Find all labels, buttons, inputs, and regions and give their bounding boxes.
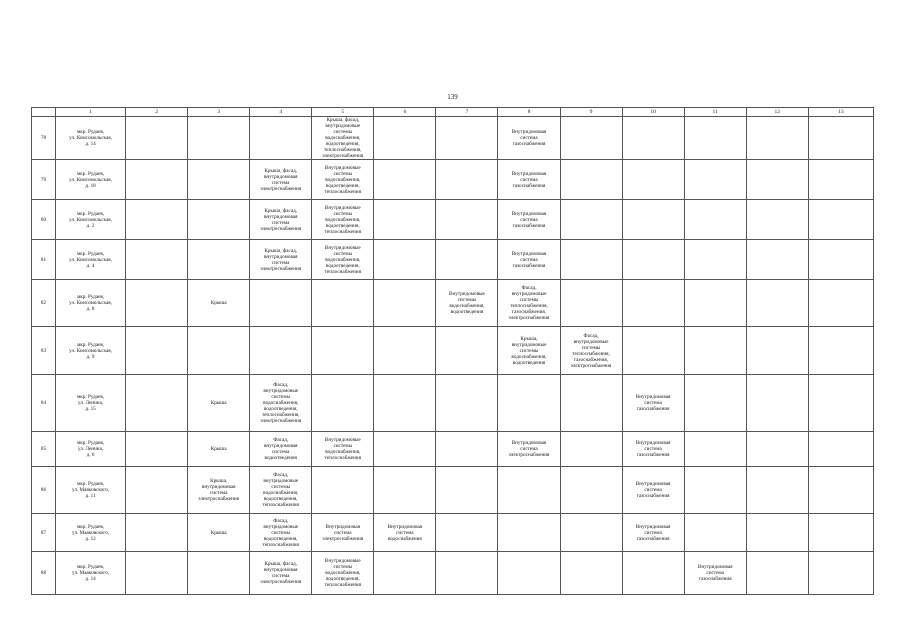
work-cell <box>374 160 436 200</box>
work-cell <box>746 160 808 200</box>
header-cell-11: 11 <box>684 108 746 117</box>
work-cell <box>808 467 873 514</box>
address-cell: мкр. Рудаев, ул. Ленина, д. 15 <box>56 375 126 432</box>
work-cell <box>188 327 250 375</box>
work-cell <box>188 552 250 595</box>
work-cell <box>560 280 622 327</box>
table-body <box>32 117 874 595</box>
work-cell <box>436 117 498 160</box>
work-cell <box>560 432 622 467</box>
work-cell: Крыша, фасад, внутридомовая система электроснабжения <box>250 160 312 200</box>
address-cell: мкр. Рудаев, ул. Комсомольская, д. 4 <box>56 240 126 280</box>
header-cell-3: 3 <box>188 108 250 117</box>
work-cell <box>622 552 684 595</box>
work-cell <box>746 552 808 595</box>
work-cell: Фасад, внутридомовые системы теплоснабжения, газоснабжения, электроснабжения <box>498 280 560 327</box>
work-cell <box>684 280 746 327</box>
work-cell <box>250 327 312 375</box>
work-cell: Внутридомовая система газоснабжения <box>622 514 684 552</box>
work-cell: Внутридомовая система газоснабжения <box>498 240 560 280</box>
table-row <box>32 514 874 552</box>
address-cell: мкр. Рудаев, ул. Комсомольская, д. 2 <box>56 200 126 240</box>
work-cell: Фасад, внутридомовые системы водоотведения, теплоснабжения <box>250 514 312 552</box>
address-cell: мкр. Рудаев, ул. Маяковского, д. 11 <box>56 467 126 514</box>
work-cell <box>684 375 746 432</box>
work-cell <box>312 375 374 432</box>
address-cell: мкр. Рудаев, ул. Маяковского, д. 14 <box>56 552 126 595</box>
work-cell <box>746 514 808 552</box>
header-cell-4: 4 <box>250 108 312 117</box>
work-cell <box>560 467 622 514</box>
work-cell <box>436 552 498 595</box>
work-cell <box>808 240 873 280</box>
work-cell <box>498 467 560 514</box>
work-cell <box>126 375 188 432</box>
table-row <box>32 467 874 514</box>
work-cell <box>560 117 622 160</box>
page-number: 139 <box>447 93 458 101</box>
work-cell: Крыша, внутридомовая система электроснабжения <box>188 467 250 514</box>
work-cell <box>808 432 873 467</box>
work-cell <box>622 200 684 240</box>
work-cell <box>622 240 684 280</box>
work-cell <box>746 432 808 467</box>
work-cell <box>126 200 188 240</box>
work-cell <box>622 280 684 327</box>
work-cell: Внутридомовые системы водоснабжения, теплоснабжения <box>312 432 374 467</box>
work-cell <box>684 117 746 160</box>
work-cell: Крыша <box>188 432 250 467</box>
work-cell <box>188 160 250 200</box>
header-cell-7: 7 <box>436 108 498 117</box>
work-cell <box>684 200 746 240</box>
work-cell <box>250 280 312 327</box>
work-cell <box>312 467 374 514</box>
table-row <box>32 200 874 240</box>
work-cell <box>374 432 436 467</box>
work-cell <box>746 280 808 327</box>
address-cell: мкр. Рудаев, ул. Комсомольская, д. 18 <box>56 160 126 200</box>
work-cell <box>498 552 560 595</box>
address-cell: мкр. Рудаев, ул. Ленина, д. 6 <box>56 432 126 467</box>
work-cell <box>436 327 498 375</box>
work-cell <box>746 117 808 160</box>
work-cell: Внутридомовые системы водоснабжения, водоотведения <box>436 280 498 327</box>
work-cell: Внутридомовая система газоснабжения <box>622 375 684 432</box>
work-cell <box>746 240 808 280</box>
header-cell-8: 8 <box>498 108 560 117</box>
address-cell: мкр. Рудаев, ул. Комсомольская, д. 14 <box>56 117 126 160</box>
work-cell: Крыша, фасад, внутридомовые системы водоснабжения, водоотведения, теплоснабжения, электроснабжения <box>312 117 374 160</box>
work-cell <box>436 467 498 514</box>
row-number-cell: 78 <box>32 117 56 160</box>
work-cell: Внутридомовые системы водоснабжения, водоотведения, теплоснабжения <box>312 160 374 200</box>
work-cell <box>126 514 188 552</box>
work-cell <box>684 514 746 552</box>
work-cell: Крыша, фасад, внутридомовая система электроснабжения <box>250 552 312 595</box>
work-cell <box>498 514 560 552</box>
work-cell: Крыша <box>188 280 250 327</box>
header-row <box>32 108 874 117</box>
header-cell-10: 10 <box>622 108 684 117</box>
work-cell: Внутридомовые системы водоснабжения, водоотведения, теплоснабжения <box>312 552 374 595</box>
row-number-cell: 79 <box>32 160 56 200</box>
work-cell <box>126 117 188 160</box>
work-cell: Внутридомовые системы водоснабжения, водоотведения, теплоснабжения <box>312 240 374 280</box>
work-cell: Внутридомовая система газоснабжения <box>498 200 560 240</box>
header-cell-5: 5 <box>312 108 374 117</box>
header-cell-9: 9 <box>560 108 622 117</box>
work-cell: Внутридомовая система электроснабжения <box>312 514 374 552</box>
work-cell: Фасад, внутридомовая система водоотведения <box>250 432 312 467</box>
work-cell: Внутридомовая система водоснабжения <box>374 514 436 552</box>
work-cell <box>684 160 746 200</box>
header-cell-1: 1 <box>56 108 126 117</box>
work-cell <box>746 467 808 514</box>
work-cell <box>622 327 684 375</box>
row-number-cell: 83 <box>32 327 56 375</box>
work-cell <box>126 467 188 514</box>
work-cell <box>126 327 188 375</box>
work-cell: Внутридомовая система газоснабжения <box>622 432 684 467</box>
work-cell: Крыша, внутридомовые системы водоснабжения, водоотведения <box>498 327 560 375</box>
table-row <box>32 327 874 375</box>
work-cell <box>436 160 498 200</box>
work-cell <box>808 375 873 432</box>
work-cell: Внутридомовые системы водоснабжения, водоотведения, теплоснабжения <box>312 200 374 240</box>
work-cell: Фасад, внутридомовые системы теплоснабжения, газоснабжения, электроснабжения <box>560 327 622 375</box>
work-cell <box>560 375 622 432</box>
work-cell: Крыша <box>188 514 250 552</box>
work-cell <box>808 514 873 552</box>
work-cell <box>560 200 622 240</box>
work-cell <box>436 432 498 467</box>
work-cell <box>436 240 498 280</box>
work-cell: Фасад, внутридомовые системы водоснабжения, водоотведения, теплоснабжения <box>250 467 312 514</box>
work-cell <box>312 280 374 327</box>
header-cell-blank <box>32 108 56 117</box>
work-cell <box>808 327 873 375</box>
work-cell <box>808 160 873 200</box>
work-cell <box>808 117 873 160</box>
address-cell: мкр. Рудаев, ул. Комсомольская, д. 9 <box>56 327 126 375</box>
row-number-cell: 80 <box>32 200 56 240</box>
table-row <box>32 375 874 432</box>
work-cell <box>374 117 436 160</box>
work-cell <box>126 160 188 200</box>
work-cell <box>126 552 188 595</box>
work-cell <box>684 327 746 375</box>
table-row <box>32 240 874 280</box>
work-cell <box>374 552 436 595</box>
work-cell <box>808 280 873 327</box>
table-row <box>32 432 874 467</box>
row-number-cell: 84 <box>32 375 56 432</box>
work-cell <box>374 240 436 280</box>
table-row <box>32 117 874 160</box>
table-row <box>32 160 874 200</box>
work-cell <box>436 514 498 552</box>
work-cell: Внутридомовая система газоснабжения <box>498 117 560 160</box>
work-cell <box>746 200 808 240</box>
work-cell <box>436 375 498 432</box>
row-number-cell: 86 <box>32 467 56 514</box>
work-cell <box>808 200 873 240</box>
work-cell <box>374 327 436 375</box>
work-cell <box>622 117 684 160</box>
work-cell <box>560 514 622 552</box>
work-cell <box>374 375 436 432</box>
work-cell <box>374 200 436 240</box>
work-cell <box>560 552 622 595</box>
header-cell-2: 2 <box>126 108 188 117</box>
work-cell: Внутридомовая система газоснабжения <box>622 467 684 514</box>
work-cell <box>684 432 746 467</box>
row-number-cell: 82 <box>32 280 56 327</box>
row-number-cell: 88 <box>32 552 56 595</box>
work-cell <box>746 375 808 432</box>
work-cell <box>126 240 188 280</box>
work-cell <box>684 467 746 514</box>
header-cell-13: 13 <box>808 108 873 117</box>
work-cell <box>374 467 436 514</box>
work-cell <box>560 160 622 200</box>
work-cell <box>188 200 250 240</box>
address-cell: мкр. Рудаев, ул. Маяковского, д. 12 <box>56 514 126 552</box>
repair-schedule-table <box>31 107 874 595</box>
header-cell-6: 6 <box>374 108 436 117</box>
row-number-cell: 85 <box>32 432 56 467</box>
work-cell <box>808 552 873 595</box>
header-cell-12: 12 <box>746 108 808 117</box>
work-cell <box>746 327 808 375</box>
work-cell <box>436 200 498 240</box>
work-cell: Крыша, фасад, внутридомовая система электроснабжения <box>250 240 312 280</box>
work-cell: Внутридомовая система газоснабжения <box>498 160 560 200</box>
row-number-cell: 87 <box>32 514 56 552</box>
work-cell: Внутридомовая система газоснабжения <box>684 552 746 595</box>
work-cell <box>684 240 746 280</box>
work-cell <box>126 432 188 467</box>
work-cell <box>312 327 374 375</box>
work-cell <box>126 280 188 327</box>
work-cell: Крыша, фасад, внутридомовая система электроснабжения <box>250 200 312 240</box>
table-row <box>32 280 874 327</box>
work-cell <box>622 160 684 200</box>
table-row <box>32 552 874 595</box>
address-cell: мкр. Рудаев, ул. Комсомольская, д. 8 <box>56 280 126 327</box>
work-cell <box>498 375 560 432</box>
work-cell: Фасад, внутридомовые системы водоснабжения, водоотведения, теплоснабжения, электроснабжения <box>250 375 312 432</box>
work-cell <box>188 240 250 280</box>
work-cell: Крыша <box>188 375 250 432</box>
work-cell <box>560 240 622 280</box>
row-number-cell: 81 <box>32 240 56 280</box>
work-cell <box>188 117 250 160</box>
work-cell <box>374 280 436 327</box>
work-cell: Внутридомовая система электроснабжения <box>498 432 560 467</box>
work-cell <box>250 117 312 160</box>
